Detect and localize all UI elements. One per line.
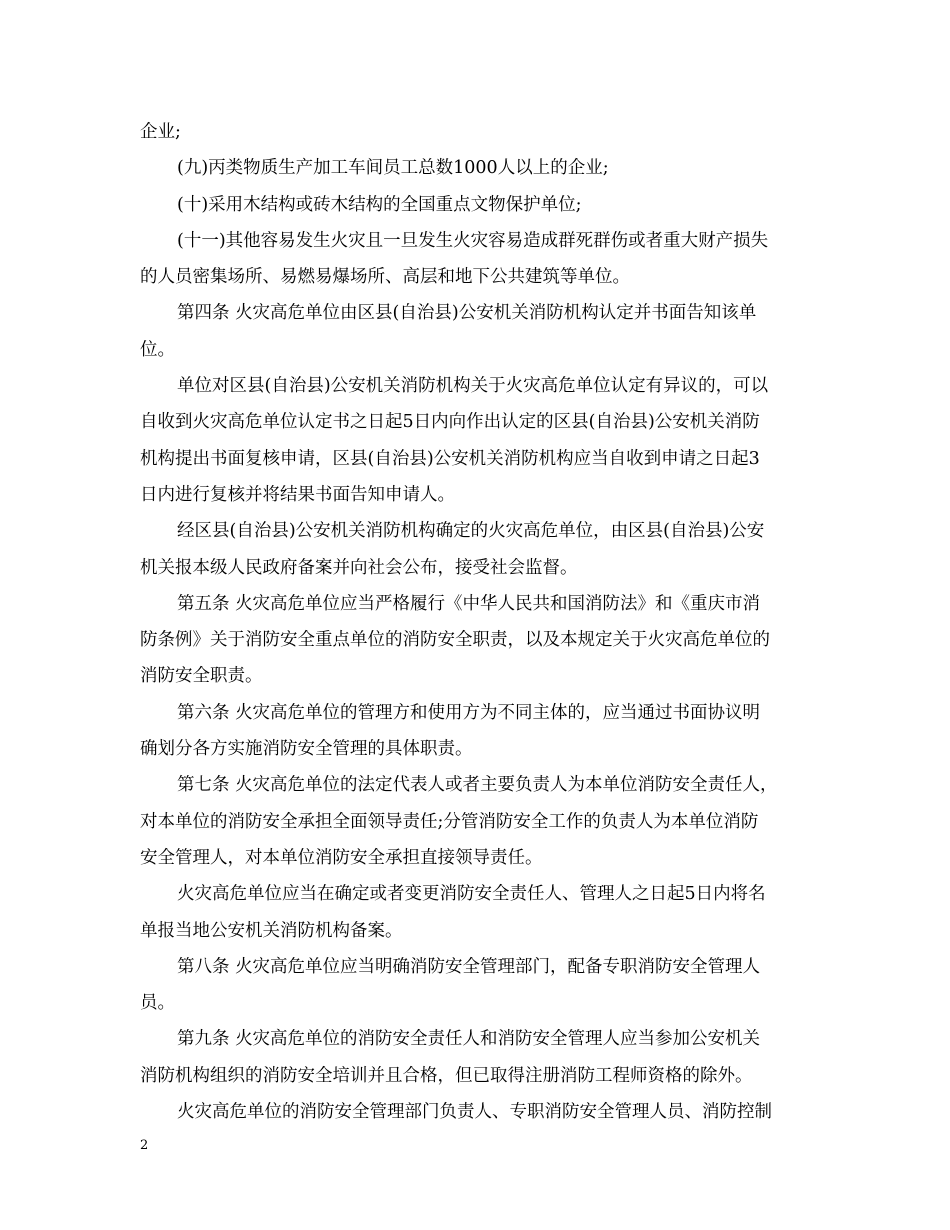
text-line: 位。 (140, 339, 175, 360)
page-number: 2 (140, 1138, 149, 1153)
text-line: 第六条 火灾高危单位的管理方和使用方为不同主体的，应当通过书面协议明 (177, 702, 761, 723)
text-line: 的人员密集场所、易燃易爆场所、高层和地下公共建筑等单位。 (140, 267, 630, 288)
document-body (140, 114, 820, 1130)
text-line: 单位对区县(自治县)公安机关消防机构关于火灾高危单位认定有异议的，可以 (177, 376, 769, 397)
text-line: 第八条 火灾高危单位应当明确消防安全管理部门，配备专职消防安全管理人 (177, 956, 761, 977)
text-line: 火灾高危单位应当在确定或者变更消防安全责任人、管理人之日起5日内将名 (177, 884, 766, 905)
text-line: 火灾高危单位的消防安全管理部门负责人、专职消防安全管理人员、消防控制 (177, 1102, 772, 1123)
text-line: 企业; (140, 122, 181, 142)
text-line: 确划分各方实施消防安全管理的具体职责。 (140, 739, 473, 760)
text-line: 员。 (140, 993, 175, 1014)
text-line: 机关报本级人民政府备案并向社会公布，接受社会监督。 (140, 557, 578, 578)
text-line: (九)丙类物质生产加工车间员工总数1000人以上的企业; (177, 158, 609, 179)
text-line: 对本单位的消防安全承担全面领导责任;分管消防安全工作的负责人为本单位消防 (140, 811, 759, 832)
text-line: 消防机构组织的消防安全培训并且合格，但已取得注册消防工程师资格的除外。 (140, 1065, 753, 1086)
text-line: 第七条 火灾高危单位的法定代表人或者主要负责人为本单位消防安全责任人， (177, 775, 778, 796)
text-line: 经区县(自治县)公安机关消防机构确定的火灾高危单位，由区县(自治县)公安 (177, 521, 765, 542)
text-line: (十一)其他容易发生火灾且一旦发生火灾容易造成群死群伤或者重大财产损失 (177, 230, 769, 251)
text-line: 第五条 火灾高危单位应当严格履行《中华人民共和国消防法》和《重庆市消 (177, 593, 761, 614)
text-line: 机构提出书面复核申请，区县(自治县)公安机关消防机构应当自收到申请之日起3 (140, 448, 760, 469)
text-line: 第九条 火灾高危单位的消防安全责任人和消防安全管理人应当参加公安机关 (177, 1029, 761, 1050)
text-line: 第四条 火灾高危单位由区县(自治县)公安机关消防机构认定并书面告知该单 (177, 303, 757, 324)
text-line: 消防安全职责。 (140, 666, 263, 687)
text-line: 安全管理人，对本单位消防安全承担直接领导责任。 (140, 847, 543, 868)
text-line: 单报当地公安机关消防机构备案。 (140, 920, 403, 941)
text-line: 日内进行复核并将结果书面告知申请人。 (140, 484, 455, 505)
text-line: 防条例》关于消防安全重点单位的消防安全职责，以及本规定关于火灾高危单位的 (140, 630, 770, 651)
text-line: (十)采用木结构或砖木结构的全国重点文物保护单位; (177, 194, 582, 215)
text-line: 自收到火灾高危单位认定书之日起5日内向作出认定的区县(自治县)公安机关消防 (140, 412, 760, 433)
